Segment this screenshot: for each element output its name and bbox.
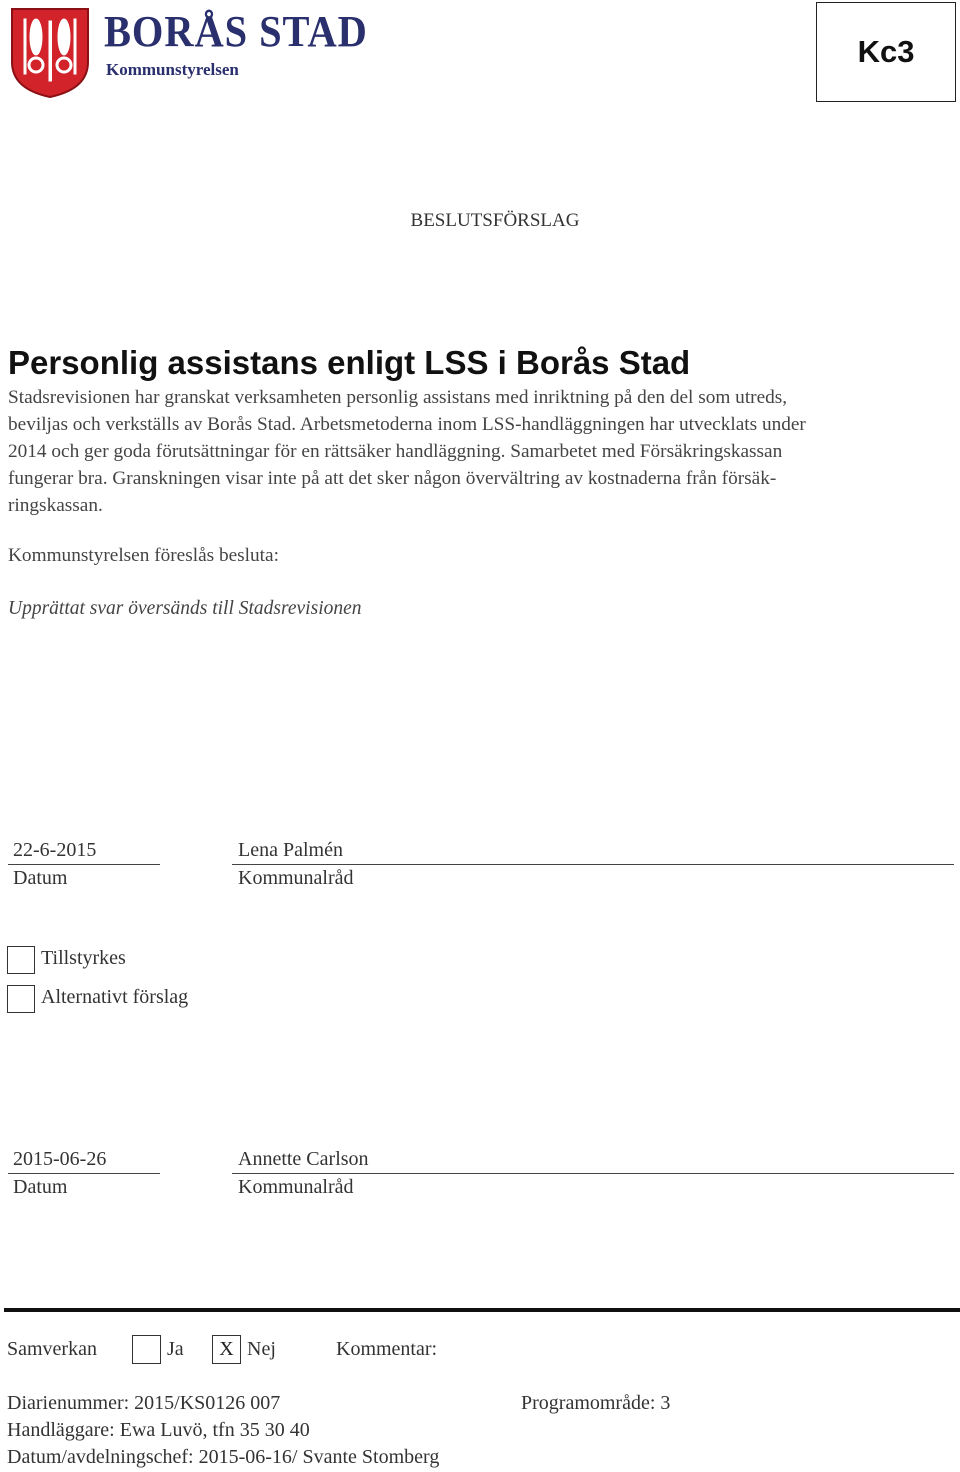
signature1-date-rule — [8, 864, 160, 865]
page-title: Personlig assistans enligt LSS i Borås Stad — [8, 344, 691, 381]
program-area: Programområde: 3 — [521, 1392, 671, 1414]
document-type: BESLUTSFÖRSLAG — [410, 210, 580, 231]
summary-line: beviljas och verkställs av Borås Stad. Arbetsmetoderna inom LSS-handläggningen har utvecklats under — [8, 414, 806, 435]
cooperation-yes-checkbox[interactable] — [132, 1335, 161, 1364]
document-code: Kc3 — [857, 34, 915, 69]
document-code-box — [816, 2, 956, 102]
signature2-role: Kommunalråd — [238, 1176, 354, 1198]
approve-label: Tillstyrkes — [41, 947, 126, 969]
department-head-date: Datum/avdelningschef: 2015-06-16/ Svante Stomberg — [7, 1446, 440, 1468]
approve-checkbox[interactable] — [7, 946, 35, 974]
summary-line: ringskassan. — [8, 495, 103, 516]
signature1-date-label: Datum — [13, 867, 68, 889]
signature2-date-rule — [8, 1173, 160, 1174]
summary-line: fungerar bra. Granskningen visar inte på att det sker någon övervältring av kostnaderna från försäk- — [8, 468, 777, 489]
signature2-name: Annette Carlson — [238, 1148, 369, 1170]
signature2-name-rule — [232, 1173, 954, 1174]
comment-label: Kommentar: — [336, 1338, 438, 1360]
alternative-checkbox[interactable] — [7, 985, 35, 1013]
signature1-name-rule — [232, 864, 954, 865]
alternative-label: Alternativt förslag — [41, 986, 189, 1008]
footer-divider — [4, 1308, 960, 1312]
summary-line: Stadsrevisionen har granskat verksamheten personlig assistans med inriktning på den del som utreds, — [8, 387, 788, 408]
cooperation-yes-label: Ja — [167, 1338, 184, 1360]
summary-line: 2014 och ger goda förutsättningar för en rättsäker handläggning. Samarbetet med Försäkringskassan — [8, 441, 783, 462]
cooperation-no-checkbox[interactable]: X — [212, 1335, 241, 1364]
cooperation-label: Samverkan — [7, 1338, 97, 1360]
signature1-name: Lena Palmén — [238, 839, 343, 861]
decision-text: Upprättat svar översänds till Stadsrevisionen — [8, 598, 362, 619]
summary-text — [8, 384, 953, 519]
org-unit: Kommunstyrelsen — [106, 60, 239, 79]
signature1-role: Kommunalråd — [238, 867, 354, 889]
signature2-date: 2015-06-26 — [13, 1148, 107, 1170]
handler: Handläggare: Ewa Luvö, tfn 35 30 40 — [7, 1419, 310, 1441]
cooperation-no-label: Nej — [247, 1338, 276, 1360]
signature2-date-label: Datum — [13, 1176, 68, 1198]
signature1-date: 22-6-2015 — [13, 839, 97, 861]
proposal-lead: Kommunstyrelsen föreslås besluta: — [8, 545, 279, 566]
diary-number: Diarienummer: 2015/KS0126 007 — [7, 1392, 281, 1414]
coat-of-arms-icon — [10, 7, 90, 99]
org-name: BORÅS STAD — [104, 7, 368, 56]
